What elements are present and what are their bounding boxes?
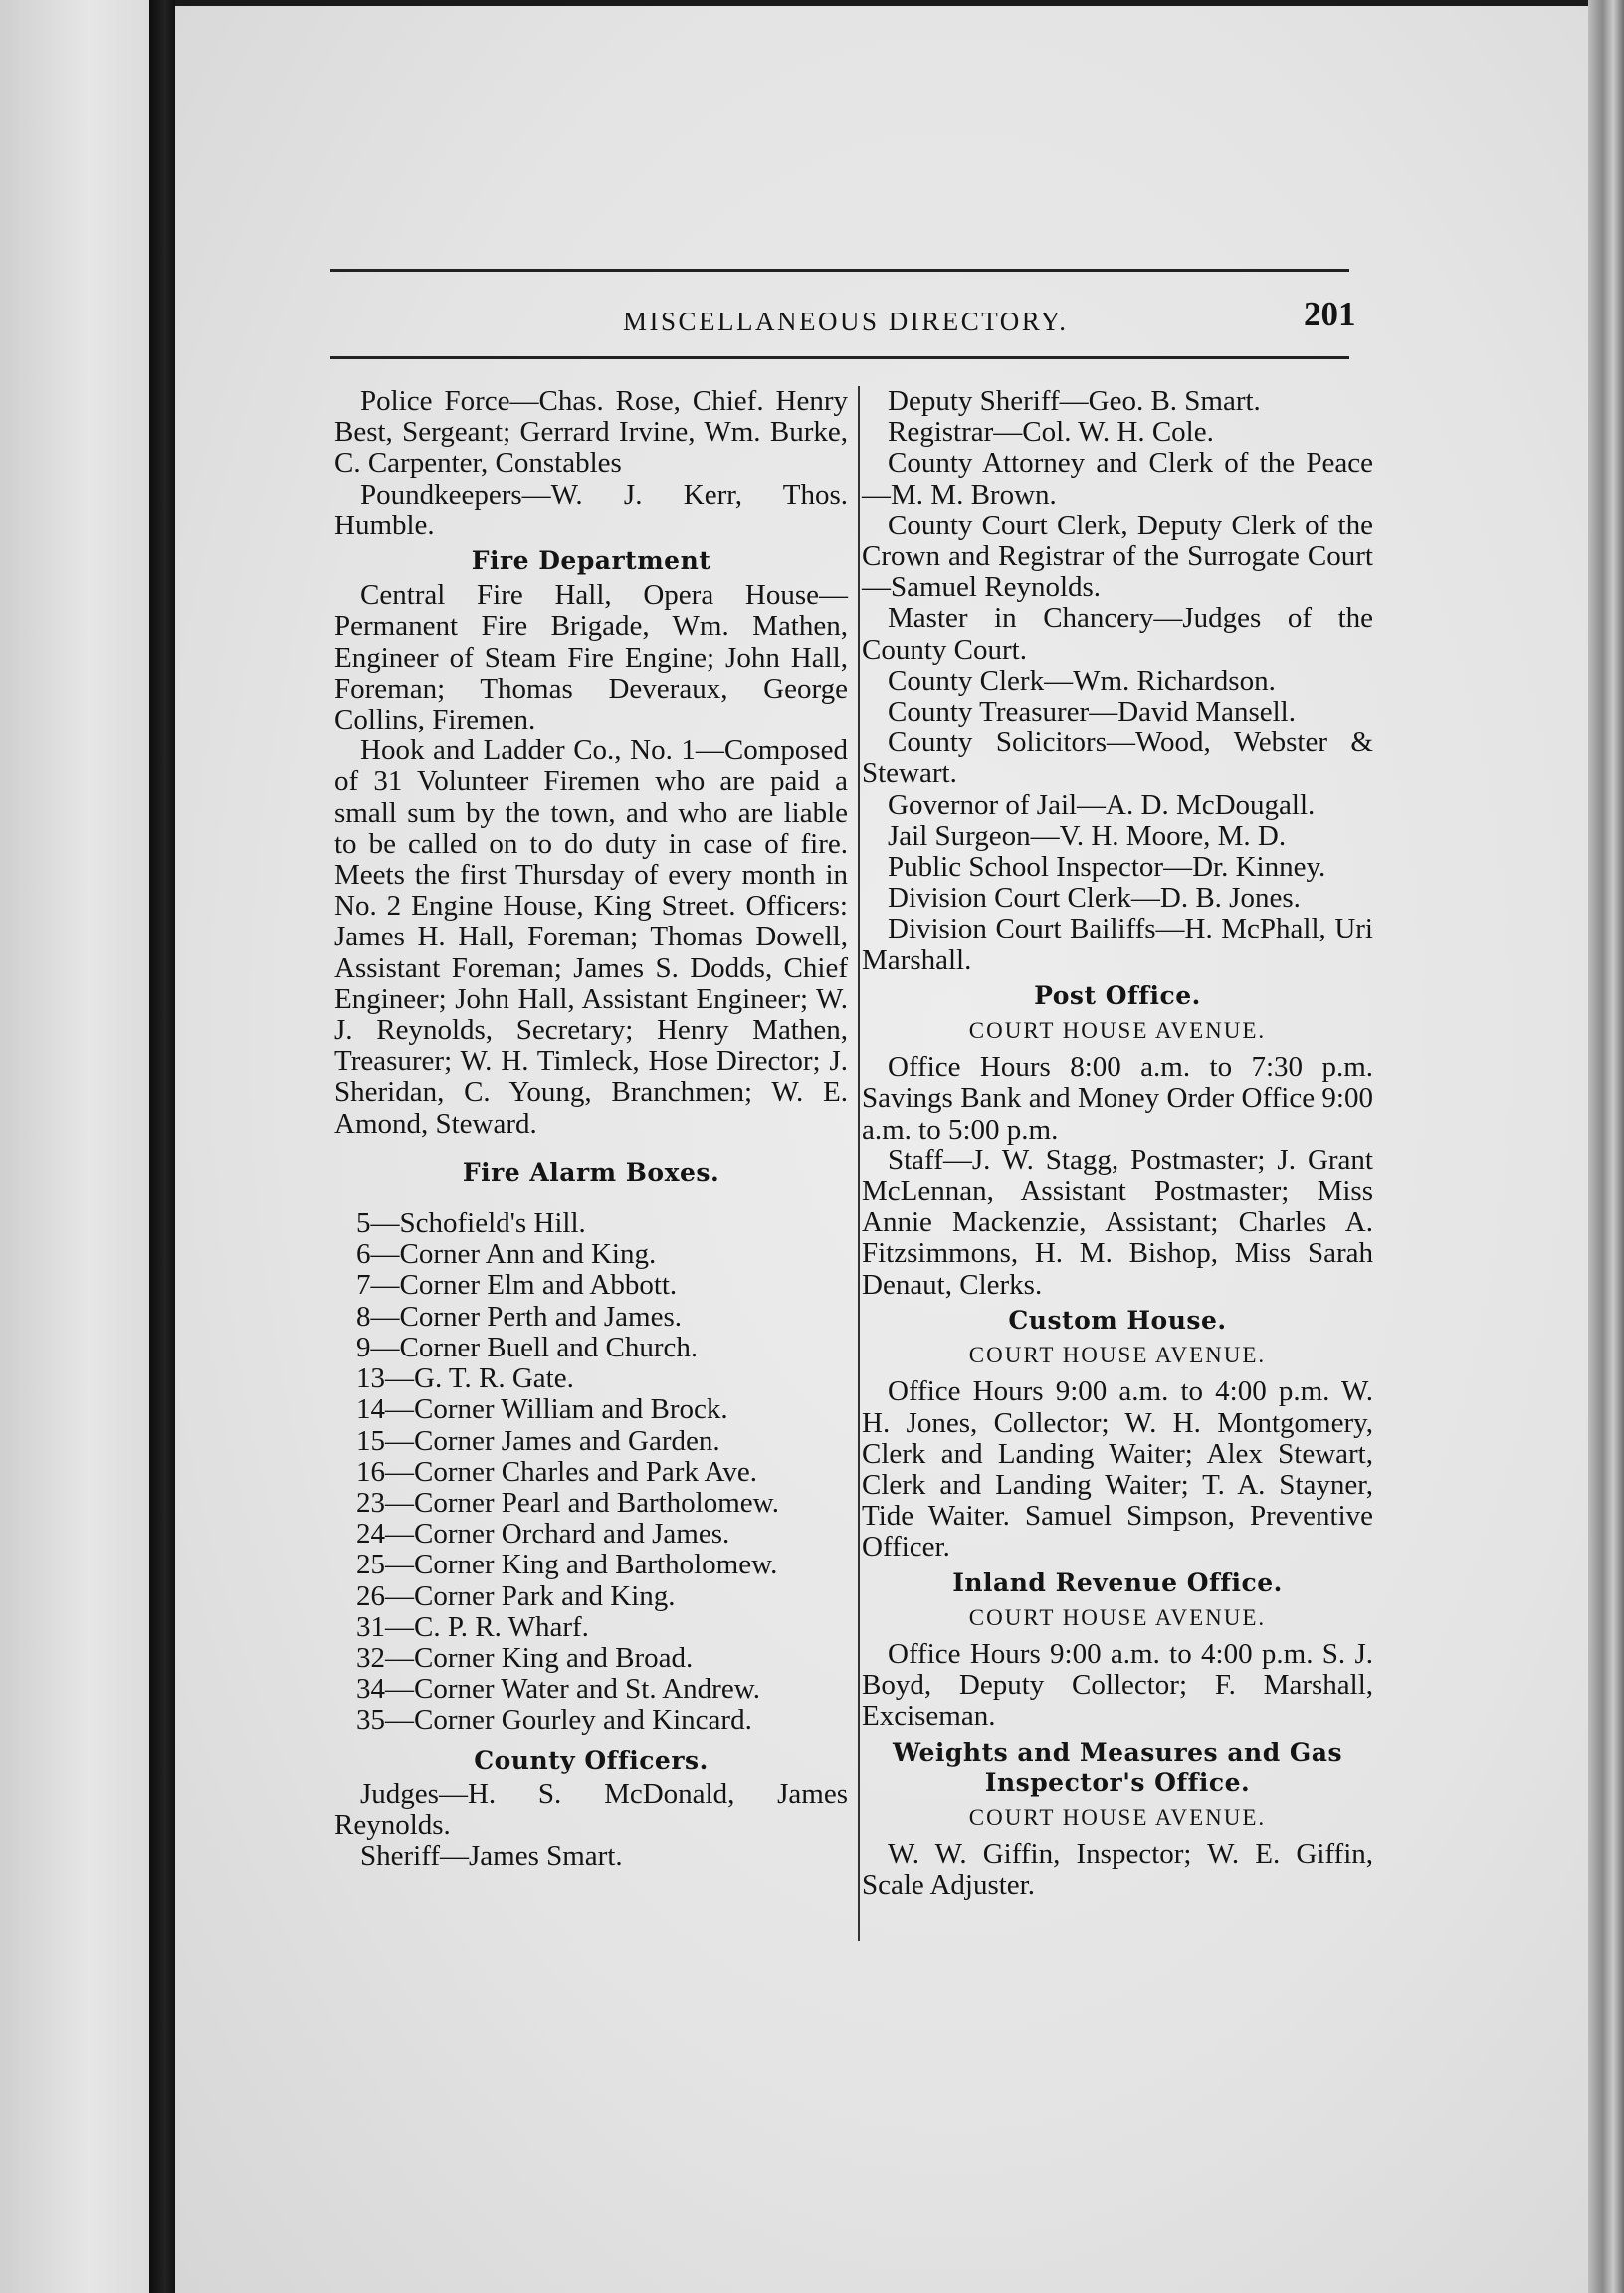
fire-department-heading: Fire Department xyxy=(471,546,711,576)
weights-measures-entry: W. W. Giffin, Inspector; W. E. Giffin, Scale Adjuster. xyxy=(862,1838,1373,1902)
post-office-hours: Office Hours 8:00 a.m. to 7:30 p.m. Savings Bank and Money Order Office 9:00 a.m. to 5:00 p.m. xyxy=(862,1051,1373,1146)
sheriff-entry: Sheriff—James Smart. xyxy=(360,1840,623,1873)
hook-and-ladder-entry: Hook and Ladder Co., No. 1—Composed of 31 Volunteer Firemen who are paid a small sum by the town, and who are liable to be called on to do duty in case of fire. Meets the first Thursday of every month in No. 2 Engine House, King Street. Officers: James H. Hall, Foreman; Thomas Dowell, Assistant Foreman; James S. Dodds, Chief Engineer; John Hall, Assistant Engineer; W. J. Reynolds, Secretary; Henry Mathen, Treasurer; W. H. Timleck, Hose Director; J. Sheridan, C. Young, Branchmen; W. E. Amond, Steward. xyxy=(334,734,848,1140)
jail-surgeon-entry: Jail Surgeon—V. H. Moore, M. D. xyxy=(888,819,1287,852)
list-item: 25—Corner King and Bartholomew. xyxy=(356,1549,778,1581)
judges-entry: Judges—H. S. McDonald, James Reynolds. xyxy=(334,1777,848,1841)
custom-house-address: COURT HOUSE AVENUE. xyxy=(968,1343,1267,1368)
header-top-rule xyxy=(330,269,1349,272)
custom-house-entry: Office Hours 9:00 a.m. to 4:00 p.m. W. H. Jones, Collector; W. H. Montgomery, Clerk and Landing Waiter; Alex Stewart, Clerk and Landing Waiter; T. A. Stayner, Tide Waiter. Samuel Simpson, Preventive Officer. xyxy=(862,1375,1373,1563)
list-item: 16—Corner Charles and Park Ave. xyxy=(356,1455,757,1488)
inland-revenue-address: COURT HOUSE AVENUE. xyxy=(968,1604,1267,1630)
page-number: 201 xyxy=(1304,295,1356,333)
custom-house-heading: Custom House. xyxy=(1008,1305,1227,1335)
county-treasurer-entry: County Treasurer—David Mansell. xyxy=(888,696,1296,729)
list-item: 13—G. T. R. Gate. xyxy=(356,1362,574,1395)
facing-page-edge xyxy=(0,0,149,2293)
deputy-sheriff-entry: Deputy Sheriff—Geo. B. Smart. xyxy=(888,385,1261,417)
list-item: 32—Corner King and Broad. xyxy=(356,1641,694,1674)
central-fire-hall-entry: Central Fire Hall, Opera House—Permanent Fire Brigade, Wm. Mathen, Engineer of Steam Fire Engine; John Hall, Foreman; Thomas Deveraux, George Collins, Firemen. xyxy=(334,579,848,736)
left-column xyxy=(334,386,848,1872)
list-item: 8—Corner Perth and James. xyxy=(356,1300,682,1333)
page-stack-edge xyxy=(1588,0,1624,2293)
list-item: 31—C. P. R. Wharf. xyxy=(356,1610,589,1643)
county-officers-heading: County Officers. xyxy=(474,1745,709,1774)
fire-alarm-list xyxy=(356,1208,848,1736)
list-item: 6—Corner Ann and King. xyxy=(356,1238,657,1271)
list-item: 14—Corner William and Brock. xyxy=(356,1393,728,1426)
weights-measures-address: COURT HOUSE AVENUE. xyxy=(968,1804,1267,1830)
list-item: 35—Corner Gourley and Kincard. xyxy=(356,1704,752,1737)
list-item: 5—Schofield's Hill. xyxy=(356,1207,586,1240)
division-clerk-entry: Division Court Clerk—D. B. Jones. xyxy=(888,882,1301,915)
header-bottom-rule xyxy=(330,356,1349,359)
right-column xyxy=(862,386,1373,1902)
list-item: 15—Corner James and Garden. xyxy=(356,1424,720,1457)
division-bailiffs-entry: Division Court Bailiffs—H. McPhall, Uri Marshall. xyxy=(862,913,1373,976)
list-item: 34—Corner Water and St. Andrew. xyxy=(356,1673,760,1706)
post-office-address: COURT HOUSE AVENUE. xyxy=(968,1018,1267,1044)
registrar-entry: Registrar—Col. W. H. Cole. xyxy=(888,416,1214,449)
county-clerk-entry: County Clerk—Wm. Richardson. xyxy=(888,664,1276,697)
list-item: 9—Corner Buell and Church. xyxy=(356,1331,699,1363)
column-divider xyxy=(858,386,860,1941)
police-force-entry: Police Force—Chas. Rose, Chief. Henry Best, Sergeant; Gerrard Irvine, Wm. Burke, C. Carpenter, Constables xyxy=(334,385,848,480)
inland-revenue-entry: Office Hours 9:00 a.m. to 4:00 p.m. S. J. Boyd, Deputy Collector; F. Marshall, Exciseman. xyxy=(862,1637,1373,1733)
county-solicitors-entry: County Solicitors—Wood, Webster & Stewart. xyxy=(862,727,1373,790)
post-office-heading: Post Office. xyxy=(1034,980,1201,1010)
list-item: 24—Corner Orchard and James. xyxy=(356,1518,730,1551)
governor-of-jail-entry: Governor of Jail—A. D. McDougall. xyxy=(888,788,1316,821)
post-office-staff: Staff—J. W. Stagg, Postmaster; J. Grant McLennan, Assistant Postmaster; Miss Annie Mackenzie, Assistant; Charles A. Fitzsimmons, H. M. Bishop, Miss Sarah Denaut, Clerks. xyxy=(862,1144,1373,1301)
master-in-chancery-entry: Master in Chancery—Judges of the County Court. xyxy=(862,602,1373,666)
school-inspector-entry: Public School Inspector—Dr. Kinney. xyxy=(888,851,1326,884)
weights-measures-heading: Weights and Measures and Gas Inspector's Office. xyxy=(892,1737,1343,1797)
running-head: MISCELLANEOUS DIRECTORY. xyxy=(623,307,1069,336)
book-spine xyxy=(149,0,175,2293)
fire-alarm-heading: Fire Alarm Boxes. xyxy=(462,1157,720,1187)
county-attorney-entry: County Attorney and Clerk of the Peace—M. M. Brown. xyxy=(862,447,1373,511)
inland-revenue-heading: Inland Revenue Office. xyxy=(952,1567,1283,1597)
list-item: 26—Corner Park and King. xyxy=(356,1579,676,1612)
poundkeepers-entry: Poundkeepers—W. J. Kerr, Thos. Humble. xyxy=(334,478,848,541)
list-item: 23—Corner Pearl and Bartholomew. xyxy=(356,1486,779,1519)
list-item: 7—Corner Elm and Abbott. xyxy=(356,1269,678,1302)
county-court-clerk-entry: County Court Clerk, Deputy Clerk of the Crown and Registrar of the Surrogate Court—Samuel Reynolds. xyxy=(862,509,1373,604)
